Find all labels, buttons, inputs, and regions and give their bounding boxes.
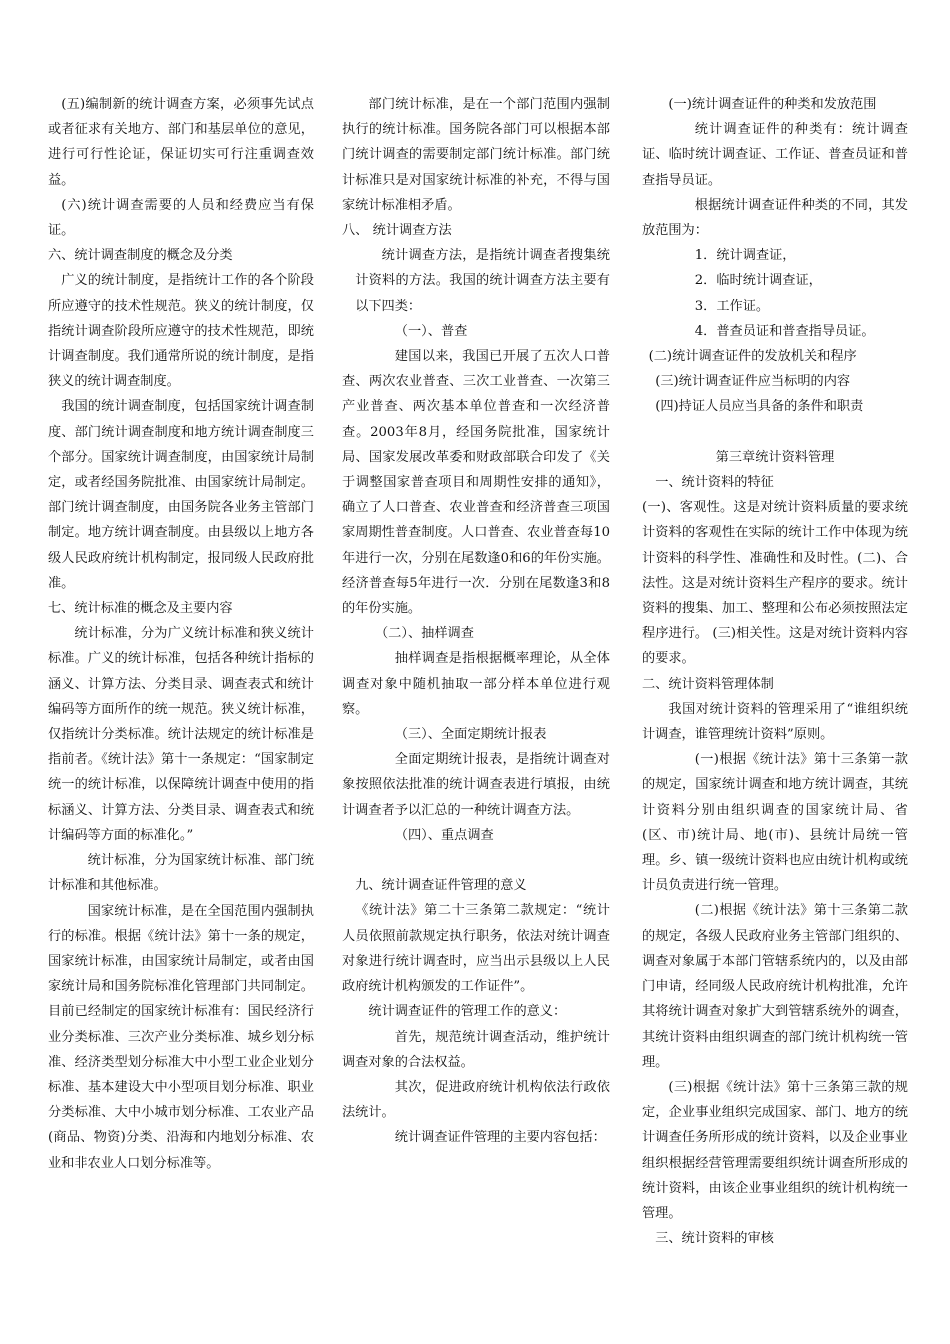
paragraph: 统计调查方法，是指统计调查者搜集统计资料的方法。我国的统计调查方法主要有以下四类： [355,248,610,314]
paragraph: 我国对统计资料的管理采用了“谁组织统计调查，谁管理统计资料”原则。 [642,701,908,743]
list-item: 2．临时统计调查证， [694,273,822,289]
subsection-heading: (四)持证人员应当具备的条件和职责 [655,399,864,415]
paragraph: 全面定期统计报表，是指统计调查对象按照依法批准的统计调查表进行填报，由统计调查者予以汇总的一种统计调查方法。 [342,752,610,818]
paragraph: 建国以来，我国已开展了五次人口普查、两次农业普查、三次工业普查、一次第三产业普查、两次基本单位普查和一次经济普查。2003年8月，经国务院批准，国家统计局、国家发展改革委和财政部联合印发了《关于调整国家普查项目和周期性安排的通知》，确立了人口普查、农业普查和经济普查三项国家周期性普查制度。人口普查、农业普查每10年进行一次，分别在尾数逢0和6的年份实施。经济普查每5年进行一次．分别在尾数逢3和8的年份实施。 [342,349,610,617]
paragraph: (二)根据《统计法》第十三条第二款的规定，各级人民政府业务主管部门组织的、调查对象属于本部门管辖系统内的，以及由部门申请，经同级人民政府统计机构批准，允许其将统计调查对象扩大到管辖系统外的调查，其统计资料由组织调查的部门统计机构统一管理。 [642,903,908,1070]
column-2 [342,92,610,1151]
section-heading: 三、统计资料的审核 [655,1231,774,1247]
paragraph: 《统计法》第二十三条第二款规定：“统计人员依照前款规定执行职务，依法对统计调查对象进行统计调查时，应当出示县级以上人民政府统计机构颁发的工作证件”。 [342,903,610,995]
subsection-heading: (三)统计调查证件应当标明的内容 [655,374,851,390]
subsection-heading: （四）、重点调查 [394,827,494,843]
chapter-title: 第三章统计资料管理 [715,449,835,465]
section-heading: 一、统计资料的特征 [655,475,774,491]
column-3 [642,92,908,1251]
subsection-heading: （三）、全面定期统计报表 [394,727,547,743]
paragraph: 其次，促进政府统计机构依法行政依法统计。 [342,1079,610,1121]
list-item: 3．工作证。 [694,298,770,314]
subsection-heading: （二）、抽样调查 [374,626,474,642]
paragraph: 统计调查证件的管理工作的意义： [368,1004,567,1020]
paragraph: 统计标准，分为广义统计标准和狭义统计标准。广义的统计标准，包括各种统计指标的涵义、计算方法、分类目录、调查表式和统计编码等方面所作的统一规范。狭义统计标准，仅指统计分类标准。统计法规定的统计标准是指前者。《统计法》第十一条规定：“国家制定统一的统计标准，以保障统计调查中使用的指标涵义、计算方法、分类目录、调查表式和统计编码等方面的标准化。” [48,626,314,843]
paragraph: 首先，规范统计调查活动，维护统计调查对象的合法权益。 [342,1029,610,1070]
list-item: 1．统计调查证， [694,248,796,264]
paragraph: 国家统计标准，是在全国范围内强制执行的标准。根据《统计法》第十一条的规定，国家统计标准，由国家统计局制定，或者由国家统计局和国务院标准化管理部门共同制定。目前已经制定的国家统计标准有：国民经济行业分类标准、三次产业分类标准、城乡划分标准、经济类型划分标准大中小型工业企业划分标准、基本建设大中小型项目划分标准、职业分类标准、大中小城市划分标准、工农业产品(商品、物资)分类、沿海和内地划分标准、农业和非农业人口划分标准等。 [48,903,314,1171]
paragraph: (五)编制新的统计调查方案，必须事先试点或者征求有关地方、部门和基层单位的意见，进行可行性论证，保证切实可行注重调查效益。 [48,97,314,188]
subsection-heading: (一)统计调查证件的种类和发放范围 [668,97,877,112]
paragraph: 部门统计标准，是在一个部门范围内强制执行的统计标准。国务院各部门可以根据本部门统计调查的需要制定部门统计标准。部门统计标准只是对国家统计标准的补充，不得与国家统计标准相矛盾。 [342,97,610,213]
paragraph: (三)根据《统计法》第十三条第三款的规定，企业事业组织完成国家、部门、地方的统计调查任务所形成的统计资料，以及企业事业组织根据经营管理需要组织统计调查所形成的统计资料，由该企业事业组织的统计机构统一管理。 [642,1079,908,1221]
paragraph: 统计标准，分为国家统计标准、部门统计标准和其他标准。 [48,853,314,894]
subsection-heading: (二)统计调查证件的发放机关和程序 [648,349,857,365]
paragraph: (一)根据《统计法》第十三条第一款的规定，国家统计调查和地方统计调查，其统计资料分别由组织调查的国家统计局、省(区、市)统计局、地(市)、县统计局统一管理。乡、镇一级统计资料也应由统计机构或统计员负责进行统一管理。 [642,752,908,894]
spacer [342,848,610,873]
column-1 [48,92,314,1176]
section-heading: 六、统计调查制度的概念及分类 [48,248,233,264]
paragraph: (一)、客观性。这是对统计资料质量的要求统计资料的客观性在实际的统计工作中体现为统计资料的科学性、准确性和及时性。(二)、合法性。这是对统计资料生产程序的要求。统计资料的搜集、加工、整理和公布必须按照法定程序进行。 (三)相关性。这是对统计资料内容的要求。 [642,500,908,667]
subsection-heading: （一）、普查 [394,323,468,339]
section-heading: 七、统计标准的概念及主要内容 [48,601,233,617]
paragraph: (六)统计调查需要的人员和经费应当有保证。 [48,197,314,239]
list-item: 4．普查员证和普查指导员证。 [694,323,875,339]
paragraph: 我国的统计调查制度，包括国家统计调查制度、部门统计调查制度和地方统计调查制度三个部分。国家统计调查制度，由国家统计局制定，或者经国务院批准、由国家统计局制定。部门统计调查制度，由国务院各业务主管部门制定。地方统计调查制度。由县级以上地方各级人民政府统计机构制定，报同级人民政府批准。 [48,399,314,591]
paragraph: 统计调查证件管理的主要内容包括： [394,1130,606,1146]
paragraph: 统计调查证件的种类有：统计调查证、临时统计调查证、工作证、普查员证和普查指导员证。 [642,122,908,188]
section-heading: 八、 统计调查方法 [342,223,452,239]
paragraph: 抽样调查是指根据概率理论，从全体调查对象中随机抽取一部分样本单位进行观察。 [342,651,610,717]
section-heading: 九、统计调查证件管理的意义 [355,878,527,894]
spacer [642,420,908,445]
section-heading: 二、统计资料管理体制 [642,676,774,692]
paragraph: 根据统计调查证件种类的不同，其发放范围为： [642,197,908,239]
paragraph: 广义的统计制度，是指统计工作的各个阶段所应遵守的技术性规范。狭义的统计制度，仅指统计调查阶段所应遵守的技术性规范，即统计调查制度。我们通常所说的统计制度，是指狭义的统计调查制度。 [48,273,314,390]
